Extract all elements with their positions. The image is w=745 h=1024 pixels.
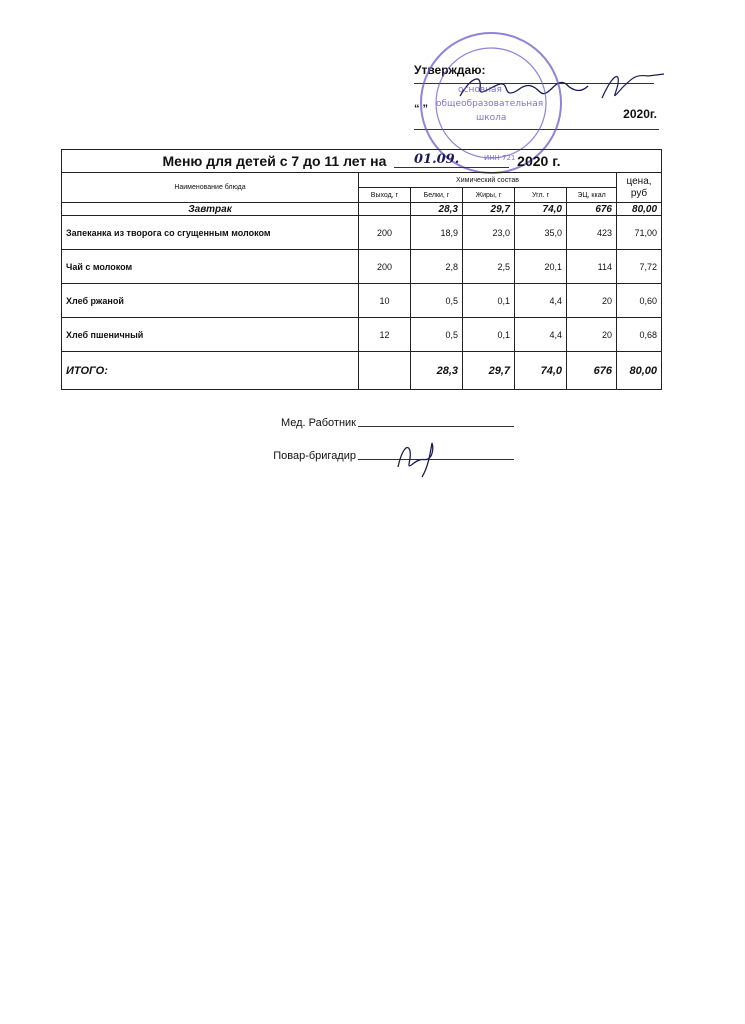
header-dish-name: Наименование блюда <box>62 173 359 203</box>
medic-label: Мед. Работник <box>280 417 356 429</box>
dish-carbs: 4,4 <box>515 318 567 352</box>
total-fat: 29,7 <box>463 352 515 390</box>
cook-signature <box>392 437 442 479</box>
table-row <box>62 318 662 352</box>
dish-yield: 12 <box>359 318 411 352</box>
dish-name: Чай с молоком <box>62 250 359 284</box>
dish-price: 7,72 <box>617 250 662 284</box>
section-cell: 80,00 <box>617 203 662 216</box>
table-title <box>62 150 662 173</box>
table-row <box>62 250 662 284</box>
dish-fat: 23,0 <box>463 216 515 250</box>
approval-year: 2020г. <box>623 107 657 121</box>
approval-date-quotes: “ ” <box>414 103 429 115</box>
dish-protein: 2,8 <box>411 250 463 284</box>
total-protein: 28,3 <box>411 352 463 390</box>
section-cell <box>359 203 411 216</box>
total-row <box>62 352 662 390</box>
dish-price: 0,60 <box>617 284 662 318</box>
medic-signature-row <box>266 416 514 429</box>
dish-fat: 0,1 <box>463 318 515 352</box>
dish-protein: 0,5 <box>411 284 463 318</box>
dish-fat: 0,1 <box>463 284 515 318</box>
total-energy: 676 <box>567 352 617 390</box>
dish-yield: 10 <box>359 284 411 318</box>
section-cell: 29,7 <box>463 203 515 216</box>
dish-energy: 114 <box>567 250 617 284</box>
cook-label: Повар-бригадир <box>273 450 356 462</box>
stamp-text-inn: ИНН 721 <box>484 154 516 162</box>
section-cell: 28,3 <box>411 203 463 216</box>
stamp-text-main: основная <box>458 85 502 95</box>
dish-protein: 18,9 <box>411 216 463 250</box>
total-carbs: 74,0 <box>515 352 567 390</box>
dish-price: 71,00 <box>617 216 662 250</box>
dish-name: Запеканка из творога со сгущенным молоком <box>62 216 359 250</box>
section-cell: 74,0 <box>515 203 567 216</box>
cook-signature-row <box>266 449 514 462</box>
total-price: 80,00 <box>617 352 662 390</box>
dish-carbs: 35,0 <box>515 216 567 250</box>
medic-signature-line <box>358 416 514 427</box>
dish-yield: 200 <box>359 250 411 284</box>
table-row <box>62 216 662 250</box>
header-col-protein: Белки, г <box>411 188 463 203</box>
total-label: ИТОГО: <box>62 352 359 390</box>
dish-name: Хлеб пшеничный <box>62 318 359 352</box>
stamp-text-line: общеобразовательная <box>436 99 544 109</box>
title-date-blank <box>394 152 509 168</box>
table-row <box>62 284 662 318</box>
total-cell <box>359 352 411 390</box>
section-row-breakfast <box>62 203 662 216</box>
approval-label: Утверждаю: <box>414 63 486 77</box>
dish-energy: 423 <box>567 216 617 250</box>
title-prefix: Меню для детей с 7 до 11 лет на <box>162 153 387 169</box>
header-price: цена, руб <box>617 173 662 203</box>
header-col-yield: Выход, г <box>359 188 411 203</box>
section-cell: 676 <box>567 203 617 216</box>
dish-energy: 20 <box>567 318 617 352</box>
dish-yield: 200 <box>359 216 411 250</box>
dish-carbs: 20,1 <box>515 250 567 284</box>
dish-price: 0,68 <box>617 318 662 352</box>
dish-fat: 2,5 <box>463 250 515 284</box>
dish-name: Хлеб ржаной <box>62 284 359 318</box>
header-chem-composition: Химический состав <box>359 173 617 188</box>
header-col-fat: Жиры, г <box>463 188 515 203</box>
dish-protein: 0,5 <box>411 318 463 352</box>
dish-carbs: 4,4 <box>515 284 567 318</box>
title-date-handwritten: 01.09. <box>414 152 460 166</box>
section-name: Завтрак <box>62 203 359 216</box>
header-col-carbs: Угл. г <box>515 188 567 203</box>
header-col-energy: ЭЦ, ккал <box>567 188 617 203</box>
stamp-text-school: школа <box>476 113 507 123</box>
dish-energy: 20 <box>567 284 617 318</box>
title-suffix: 2020 г. <box>517 153 561 169</box>
menu-table <box>61 149 662 390</box>
